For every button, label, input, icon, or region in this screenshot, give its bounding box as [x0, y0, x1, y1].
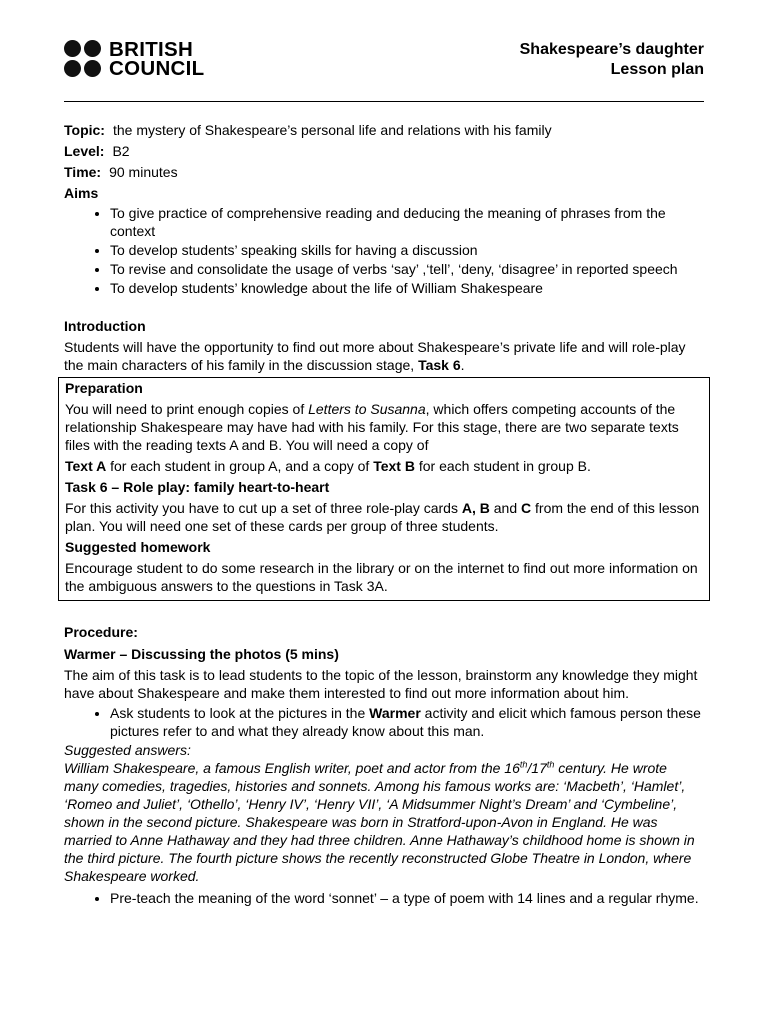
- lesson-plan-body: [64, 121, 704, 908]
- task-6-text: For this activity you have to cut up a set of three role-play cards A, B and C from the end of this lesson plan. You will need one set of these cards per group of three students.: [65, 500, 700, 534]
- title-line-1: Shakespeare’s daughter: [519, 41, 704, 58]
- topic-value: the mystery of Shakespeare’s personal life and relations with his family: [112, 122, 552, 138]
- procedure-heading: Procedure:: [64, 624, 138, 640]
- task-6-heading: Task 6 – Role play: family heart-to-heart: [65, 479, 330, 495]
- introduction-heading: Introduction: [64, 318, 146, 334]
- level-value: B2: [112, 143, 130, 159]
- aim-item: • To develop students’ knowledge about the life of William Shakespeare: [110, 279, 704, 297]
- preparation-text-copies: Text A for each student in group A, and a copy of Text B for each student in group B.: [65, 458, 591, 474]
- warmer-heading: Warmer – Discussing the photos (5 mins): [64, 646, 339, 662]
- topic-label: Topic:: [64, 122, 105, 138]
- aim-item: • To develop students’ speaking skills for having a discussion: [110, 241, 704, 259]
- title-line-2: Lesson plan: [610, 61, 704, 78]
- level-row: [64, 142, 704, 160]
- letters-to-susanna-title: Letters to Susanna: [308, 401, 426, 417]
- british-council-logo: [64, 40, 204, 78]
- header: [64, 40, 704, 84]
- task-6-reference: Task 6: [418, 357, 461, 373]
- preparation-text: You will need to print enough copies of Letters to Susanna, which offers competing accounts of the relationship Shakespeare may have had with his family. For this stage, there are two separate texts files with the reading texts A and B. You will need a copy of: [65, 401, 679, 453]
- procedure-step: • Ask students to look at the pictures in the Warmer activity and elicit which famous person these pictures refer to and what they already know about this man.: [110, 704, 704, 740]
- time-label: Time:: [64, 164, 102, 180]
- header-divider: [64, 101, 704, 102]
- logo-dots-icon: [64, 40, 102, 78]
- preparation-box: [58, 377, 710, 601]
- procedure-list-2: [64, 889, 704, 907]
- procedure-step: • Pre-teach the meaning of the word ‘sonnet’ – a type of poem with 14 lines and a regular rhyme.: [110, 889, 704, 907]
- aims-list: [64, 204, 704, 297]
- preparation-heading: Preparation: [65, 380, 143, 396]
- introduction-text: Students will have the opportunity to find out more about Shakespeare’s private life and will role-play the main characters of his family in the discussion stage, Task 6.: [64, 339, 686, 373]
- topic-row: [64, 121, 704, 139]
- homework-text: Encourage student to do some research in the library or on the internet to find out more information on the ambiguous answers to the questions in Task 3A.: [65, 560, 698, 594]
- logo-line-2: COUNCIL: [109, 57, 205, 80]
- aim-item: • To give practice of comprehensive reading and deducing the meaning of phrases from the context: [110, 204, 704, 240]
- homework-heading: Suggested homework: [65, 539, 211, 555]
- warmer-text: The aim of this task is to lead students to the topic of the lesson, brainstorm any knowledge they might have about Shakespeare and make them interested to find out more information about him.: [64, 667, 698, 701]
- suggested-answers-label: Suggested answers:: [64, 742, 191, 758]
- level-label: Level:: [64, 143, 105, 159]
- time-value: 90 minutes: [109, 164, 178, 180]
- suggested-answers-text: William Shakespeare, a famous English writer, poet and actor from the 16th/17th century. He wrote many comedies, tragedies, histories and sonnets. Among his famous works are: ‘Macbeth’, ‘Hamlet’, ‘Romeo and Juliet’, ‘Othello’, ‘Henry IV’, ‘Henry VII’, ‘A Midsummer Night’s Dream’ and ‘Cymbeline’, shown in the second picture. Shakespeare was born in Stratford-upon-Avon in England. He was married to Anne Hathaway and they had three children. Anne Hathaway’s childhood home is shown in the third picture. The fourth picture shows the recently reconstructed Globe Theatre in London, where Shakespeare worked.: [64, 759, 695, 884]
- aim-item: • To revise and consolidate the usage of verbs ‘say’ ,‘tell’, ‘deny, ‘disagree’ in reported speech: [110, 260, 704, 278]
- procedure-list-1: [64, 704, 704, 740]
- logo-line-1: BRITISH: [109, 38, 194, 61]
- aims-heading: Aims: [64, 185, 99, 201]
- document-title: [520, 40, 704, 80]
- time-row: [64, 163, 704, 181]
